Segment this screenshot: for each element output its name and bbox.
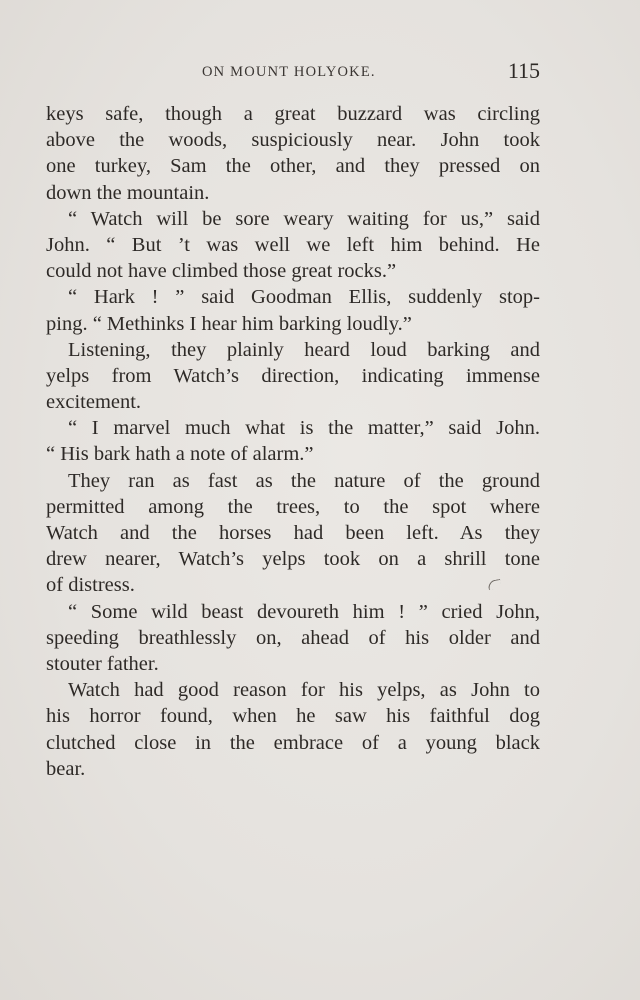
text-line: “ Some wild beast devoureth him ! ” cried John, (68, 600, 540, 623)
text-line: “ His bark hath a note of alarm.” (46, 443, 314, 466)
page-header (46, 58, 540, 88)
text-line: of distress. (46, 574, 135, 597)
text-line: permitted among the trees, to the spot where (46, 495, 540, 518)
text-line: “ Watch will be sore weary waiting for us,” said (68, 207, 540, 230)
text-line: John. “ But ’t was well we left him behind. He (46, 233, 540, 256)
text-line: Watch and the horses had been left. As they (46, 522, 540, 544)
text-line: clutched close in the embrace of a young black (46, 731, 540, 754)
text-line: “ Hark ! ” said Goodman Ellis, suddenly stop- (68, 286, 540, 309)
text-line: keys safe, though a great buzzard was circling (46, 103, 540, 125)
text-line: one turkey, Sam the other, and they pressed on (46, 155, 540, 178)
text-line: Listening, they plainly heard loud barking and (68, 338, 540, 361)
text-line: bear. (46, 757, 86, 780)
text-line: down the mountain. (46, 181, 210, 204)
text-line: They ran as fast as the nature of the ground (68, 469, 540, 492)
text-line: Watch had good reason for his yelps, as John to (68, 679, 540, 702)
text-line: speeding breathlessly on, ahead of his older and (46, 626, 540, 649)
text-line: his horror found, when he saw his faithful dog (46, 705, 540, 728)
text-line: excitement. (46, 391, 142, 414)
text-line: could not have climbed those great rocks.” (46, 260, 397, 283)
text-line: stouter father. (46, 652, 159, 675)
text-line: “ I marvel much what is the matter,” said John. (68, 417, 540, 440)
text-line: yelps from Watch’s direction, indicating immense (46, 364, 540, 387)
text-line: ping. “ Methinks I hear him barking loudly.” (46, 312, 412, 335)
page-number: 115 (507, 58, 540, 83)
body-text (46, 101, 540, 782)
running-head: ON MOUNT HOLYOKE. (202, 64, 376, 80)
text-line: above the woods, suspiciously near. John took (46, 129, 540, 152)
text-line: drew nearer, Watch’s yelps took on a shrill tone (46, 548, 540, 571)
